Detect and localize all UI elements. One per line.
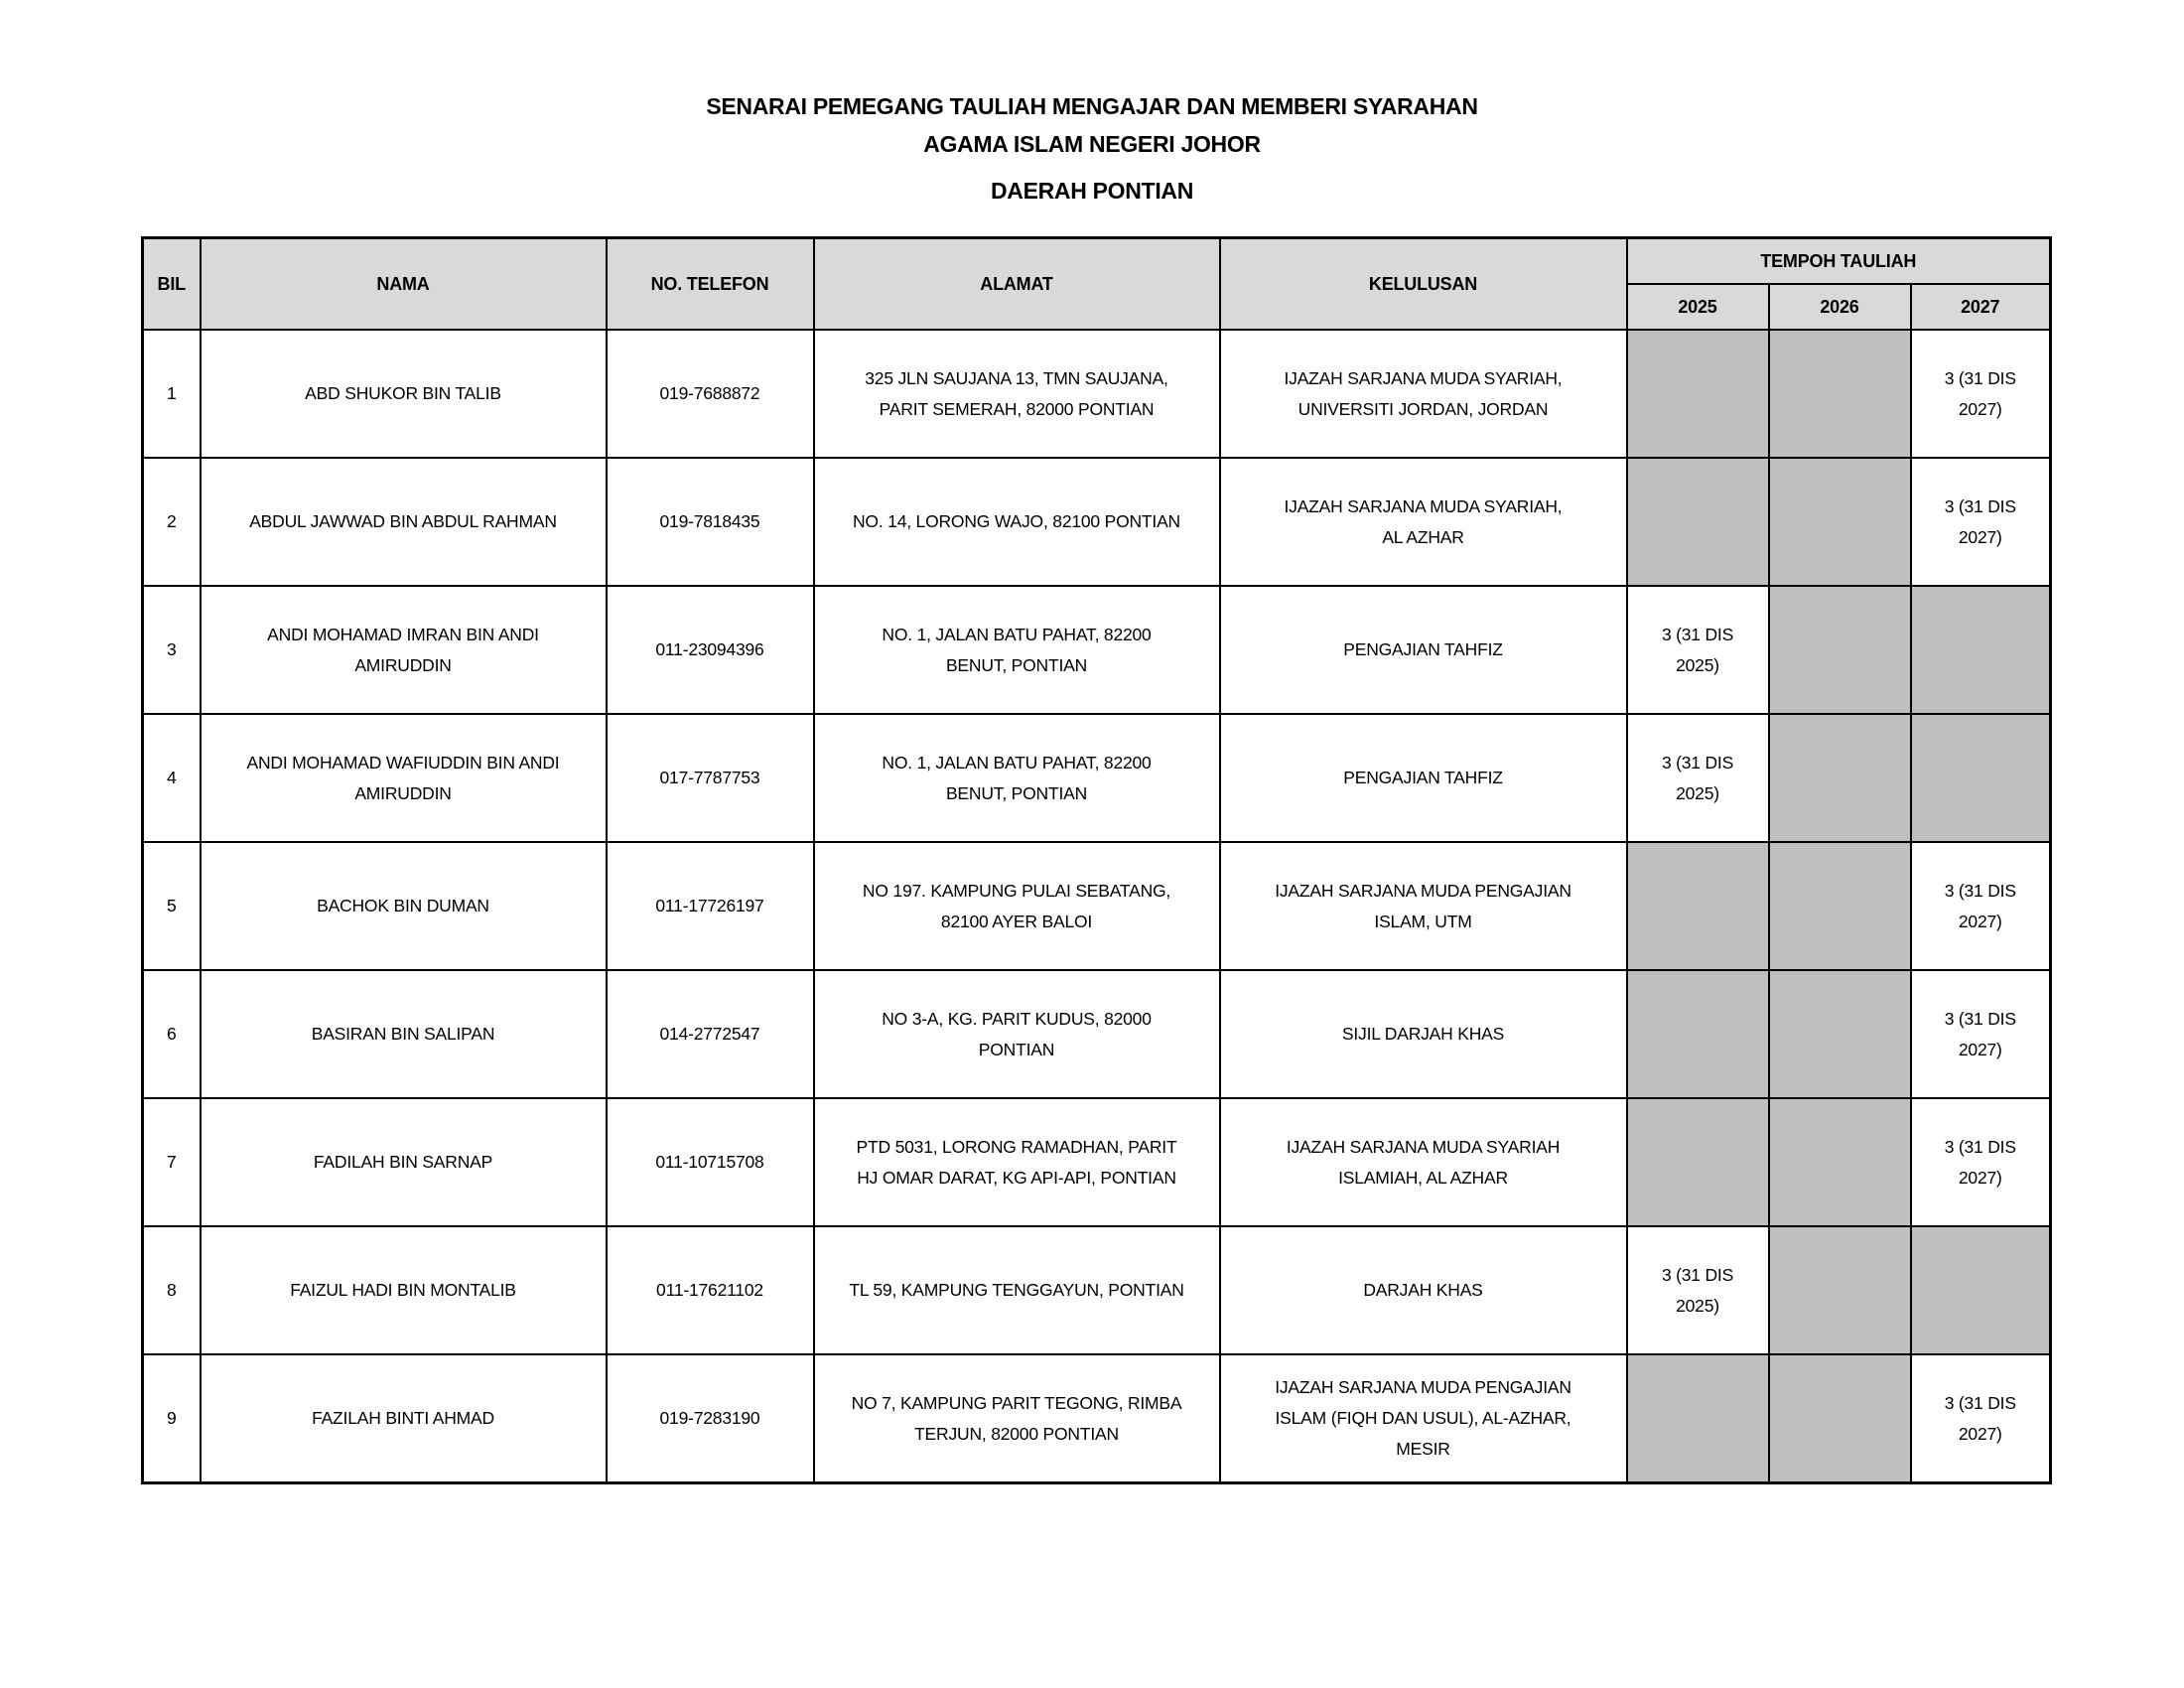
cell-tempoh-2025-shaded <box>1627 330 1769 458</box>
cell-tempoh-2027-line: 2027) <box>1958 911 2002 931</box>
cell-nama <box>201 970 607 1098</box>
table-row <box>143 1098 2051 1226</box>
cell-tempoh-2025-shaded <box>1627 1354 1769 1483</box>
cell-alamat <box>814 330 1220 458</box>
header-telefon: NO. TELEFON <box>607 238 814 331</box>
cell-nama-line: AMIRUDDIN <box>354 782 452 803</box>
tauliah-table <box>141 236 2052 1484</box>
cell-alamat-line: PTD 5031, LORONG RAMADHAN, PARIT <box>856 1136 1177 1157</box>
cell-kelulusan <box>1220 1354 1627 1483</box>
cell-tempoh-2027 <box>1911 330 2051 458</box>
cell-bil: 3 <box>143 586 201 714</box>
table-header <box>143 238 2051 331</box>
cell-tempoh-2025-line: 3 (31 DIS <box>1661 1264 1734 1285</box>
cell-kelulusan-line: IJAZAH SARJANA MUDA PENGAJIAN <box>1275 880 1571 901</box>
cell-kelulusan <box>1220 1098 1627 1226</box>
cell-kelulusan-line: IJAZAH SARJANA MUDA SYARIAH <box>1286 1136 1561 1157</box>
cell-bil: 2 <box>143 458 201 586</box>
cell-tempoh-2026-shaded <box>1769 1098 1911 1226</box>
cell-tempoh-2025-line: 2025) <box>1676 654 1719 675</box>
cell-nama <box>201 714 607 842</box>
cell-nama <box>201 1098 607 1226</box>
cell-alamat-line: HJ OMAR DARAT, KG API-API, PONTIAN <box>857 1167 1176 1188</box>
table-body <box>143 330 2051 1483</box>
cell-nama <box>201 842 607 970</box>
table-row <box>143 714 2051 842</box>
cell-tempoh-2025 <box>1627 714 1769 842</box>
table-row <box>143 970 2051 1098</box>
cell-alamat <box>814 586 1220 714</box>
cell-bil: 6 <box>143 970 201 1098</box>
cell-telefon: 019-7283190 <box>607 1354 814 1483</box>
cell-kelulusan <box>1220 330 1627 458</box>
cell-tempoh-2025-shaded <box>1627 842 1769 970</box>
cell-telefon: 011-10715708 <box>607 1098 814 1226</box>
cell-kelulusan-line: ISLAM (FIQH DAN USUL), AL-AZHAR, <box>1275 1408 1571 1428</box>
cell-bil: 4 <box>143 714 201 842</box>
cell-alamat-line: NO. 1, JALAN BATU PAHAT, 82200 <box>882 624 1152 644</box>
cell-tempoh-2025-shaded <box>1627 970 1769 1098</box>
cell-alamat <box>814 1098 1220 1226</box>
cell-alamat-line: TERJUN, 82000 PONTIAN <box>914 1423 1119 1444</box>
header-year-2027: 2027 <box>1911 284 2051 330</box>
cell-tempoh-2026-shaded <box>1769 970 1911 1098</box>
cell-tempoh-2027-line: 2027) <box>1958 1423 2002 1444</box>
cell-tempoh-2026-shaded <box>1769 330 1911 458</box>
cell-kelulusan-line: PENGAJIAN TAHFIZ <box>1343 768 1503 787</box>
cell-kelulusan-line: ISLAM, UTM <box>1374 911 1472 931</box>
cell-tempoh-2027-line: 3 (31 DIS <box>1944 495 2016 516</box>
cell-tempoh-2027 <box>1911 1354 2051 1483</box>
cell-kelulusan-line: ISLAMIAH, AL AZHAR <box>1338 1167 1508 1188</box>
cell-kelulusan-line: AL AZHAR <box>1382 526 1464 547</box>
cell-tempoh-2025-line: 2025) <box>1676 1295 1719 1316</box>
cell-kelulusan <box>1220 970 1627 1098</box>
cell-tempoh-2025 <box>1627 586 1769 714</box>
table-row <box>143 586 2051 714</box>
cell-nama-line: FADILAH BIN SARNAP <box>313 1152 493 1172</box>
cell-nama-line: BASIRAN BIN SALIPAN <box>311 1024 495 1044</box>
cell-tempoh-2026-shaded <box>1769 1354 1911 1483</box>
cell-tempoh-2027 <box>1911 458 2051 586</box>
cell-tempoh-2027-line: 2027) <box>1958 398 2002 419</box>
cell-kelulusan-line: SIJIL DARJAH KHAS <box>1341 1024 1505 1044</box>
cell-tempoh-2025-line: 3 (31 DIS <box>1661 624 1734 644</box>
cell-nama <box>201 330 607 458</box>
cell-tempoh-2025-shaded <box>1627 458 1769 586</box>
cell-tempoh-2027 <box>1911 842 2051 970</box>
cell-telefon: 014-2772547 <box>607 970 814 1098</box>
table-row <box>143 1226 2051 1354</box>
cell-tempoh-2027 <box>1911 970 2051 1098</box>
cell-nama-line: BACHOK BIN DUMAN <box>317 896 489 915</box>
cell-kelulusan-line: IJAZAH SARJANA MUDA SYARIAH, <box>1284 367 1563 388</box>
header-bil: BIL <box>143 238 201 331</box>
cell-kelulusan-line: IJAZAH SARJANA MUDA SYARIAH, <box>1284 495 1563 516</box>
cell-nama-line: AMIRUDDIN <box>354 654 452 675</box>
header-year-2025: 2025 <box>1627 284 1769 330</box>
cell-tempoh-2025-line: 3 (31 DIS <box>1661 752 1734 773</box>
cell-kelulusan <box>1220 458 1627 586</box>
cell-tempoh-2026-shaded <box>1769 842 1911 970</box>
cell-alamat-line: NO 197. KAMPUNG PULAI SEBATANG, <box>862 880 1171 901</box>
cell-tempoh-2027-line: 2027) <box>1958 1039 2002 1059</box>
cell-nama <box>201 1226 607 1354</box>
document-title: SENARAI PEMEGANG TAULIAH MENGAJAR DAN MEMBERI SYARAHAN <box>706 93 1478 119</box>
cell-alamat-line: BENUT, PONTIAN <box>945 782 1088 803</box>
cell-tempoh-2026-shaded <box>1769 1226 1911 1354</box>
cell-bil: 1 <box>143 330 201 458</box>
cell-telefon: 011-17621102 <box>607 1226 814 1354</box>
cell-alamat-line: NO 7, KAMPUNG PARIT TEGONG, RIMBA <box>851 1392 1182 1413</box>
cell-tempoh-2027 <box>1911 1098 2051 1226</box>
cell-telefon: 011-17726197 <box>607 842 814 970</box>
cell-tempoh-2027-line: 3 (31 DIS <box>1944 1008 2016 1029</box>
cell-alamat-line: PARIT SEMERAH, 82000 PONTIAN <box>879 398 1155 419</box>
cell-alamat <box>814 970 1220 1098</box>
table-row <box>143 458 2051 586</box>
cell-alamat-line: PONTIAN <box>978 1039 1055 1059</box>
cell-tempoh-2027-line: 2027) <box>1958 526 2002 547</box>
cell-nama <box>201 458 607 586</box>
cell-tempoh-2027-line: 3 (31 DIS <box>1944 880 2016 901</box>
cell-tempoh-2027-line: 2027) <box>1958 1167 2002 1188</box>
cell-tempoh-2027-line: 3 (31 DIS <box>1944 1392 2016 1413</box>
cell-telefon: 011-23094396 <box>607 586 814 714</box>
table-row <box>143 1354 2051 1483</box>
cell-nama-line: FAIZUL HADI BIN MONTALIB <box>290 1280 516 1300</box>
cell-tempoh-2025-shaded <box>1627 1098 1769 1226</box>
cell-nama-line: ANDI MOHAMAD WAFIUDDIN BIN ANDI <box>246 752 560 773</box>
cell-alamat-line: NO. 1, JALAN BATU PAHAT, 82200 <box>882 752 1152 773</box>
cell-kelulusan-line: MESIR <box>1396 1439 1450 1459</box>
cell-alamat <box>814 714 1220 842</box>
table-row <box>143 842 2051 970</box>
cell-tempoh-2025 <box>1627 1226 1769 1354</box>
cell-nama-line: FAZILAH BINTI AHMAD <box>312 1408 494 1428</box>
cell-tempoh-2027-shaded <box>1911 714 2051 842</box>
cell-nama-line: ABDUL JAWWAD BIN ABDUL RAHMAN <box>249 511 557 531</box>
header-tempoh-tauliah: TEMPOH TAULIAH <box>1627 238 2051 285</box>
header-year-2026: 2026 <box>1769 284 1911 330</box>
cell-telefon: 019-7818435 <box>607 458 814 586</box>
header-alamat: ALAMAT <box>814 238 1220 331</box>
cell-kelulusan <box>1220 842 1627 970</box>
cell-alamat-line: NO 3-A, KG. PARIT KUDUS, 82000 <box>882 1008 1152 1029</box>
cell-tempoh-2025-line: 2025) <box>1676 782 1719 803</box>
cell-kelulusan <box>1220 714 1627 842</box>
district-title: DAERAH PONTIAN <box>990 178 1194 204</box>
cell-tempoh-2027-shaded <box>1911 586 2051 714</box>
cell-alamat-line: BENUT, PONTIAN <box>945 654 1088 675</box>
cell-tempoh-2026-shaded <box>1769 458 1911 586</box>
cell-alamat <box>814 1354 1220 1483</box>
cell-tempoh-2027-shaded <box>1911 1226 2051 1354</box>
cell-alamat <box>814 842 1220 970</box>
cell-nama-line: ANDI MOHAMAD IMRAN BIN ANDI <box>267 624 539 644</box>
cell-kelulusan-line: PENGAJIAN TAHFIZ <box>1343 639 1503 659</box>
cell-alamat <box>814 458 1220 586</box>
cell-tempoh-2026-shaded <box>1769 714 1911 842</box>
cell-nama-line: ABD SHUKOR BIN TALIB <box>305 383 501 403</box>
cell-alamat <box>814 1226 1220 1354</box>
cell-kelulusan <box>1220 1226 1627 1354</box>
cell-kelulusan-line: UNIVERSITI JORDAN, JORDAN <box>1297 398 1549 419</box>
cell-nama <box>201 1354 607 1483</box>
cell-telefon: 017-7787753 <box>607 714 814 842</box>
table-row <box>143 330 2051 458</box>
cell-tempoh-2027-line: 3 (31 DIS <box>1944 367 2016 388</box>
cell-tempoh-2026-shaded <box>1769 586 1911 714</box>
header-kelulusan: KELULUSAN <box>1220 238 1627 331</box>
cell-kelulusan-line: DARJAH KHAS <box>1363 1280 1483 1300</box>
cell-nama <box>201 586 607 714</box>
cell-tempoh-2027-line: 3 (31 DIS <box>1944 1136 2016 1157</box>
cell-alamat-line: 325 JLN SAUJANA 13, TMN SAUJANA, <box>865 367 1168 388</box>
header-nama: NAMA <box>201 238 607 331</box>
cell-bil: 9 <box>143 1354 201 1483</box>
cell-alamat-line: TL 59, KAMPUNG TENGGAYUN, PONTIAN <box>849 1280 1184 1300</box>
cell-bil: 5 <box>143 842 201 970</box>
cell-bil: 7 <box>143 1098 201 1226</box>
cell-kelulusan <box>1220 586 1627 714</box>
cell-bil: 8 <box>143 1226 201 1354</box>
cell-alamat-line: NO. 14, LORONG WAJO, 82100 PONTIAN <box>852 511 1180 531</box>
cell-telefon: 019-7688872 <box>607 330 814 458</box>
cell-alamat-line: 82100 AYER BALOI <box>940 911 1093 931</box>
cell-kelulusan-line: IJAZAH SARJANA MUDA PENGAJIAN <box>1275 1377 1571 1397</box>
document-subtitle: AGAMA ISLAM NEGERI JOHOR <box>923 131 1261 157</box>
